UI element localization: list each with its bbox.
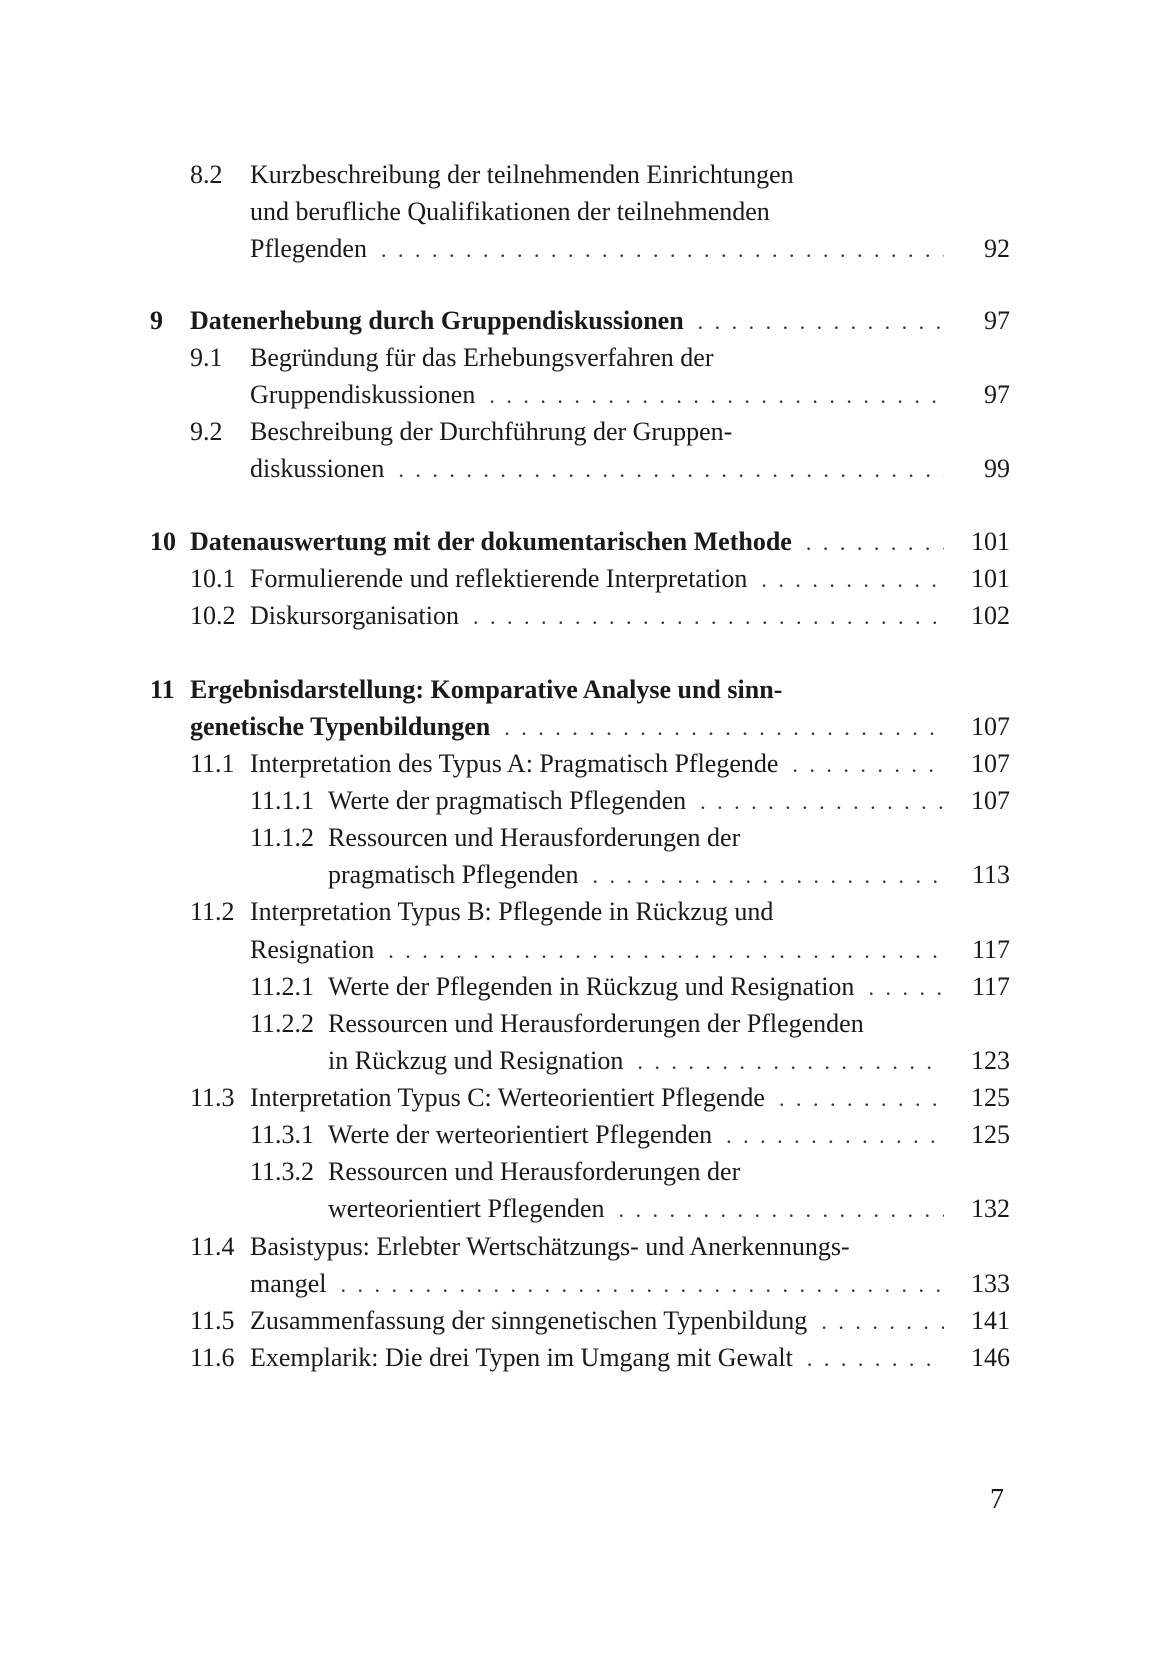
entry-page: 101	[971, 564, 1010, 593]
entry-title-line1: Ressourcen und Herausforderungen der Pflegenden	[328, 1009, 864, 1038]
toc-entry-11-3-2	[150, 1153, 1010, 1191]
entry-page: 123	[971, 1046, 1010, 1075]
toc-chapter-9	[150, 302, 1010, 340]
leader-dots	[473, 598, 944, 636]
leader-dots	[761, 561, 944, 599]
page-number: 7	[990, 1484, 1004, 1515]
toc-entry-11-3	[150, 1079, 1010, 1117]
entry-title-line1: Interpretation Typus B: Pflegende in Rückzug und	[250, 897, 774, 926]
entry-number: 9.2	[190, 417, 223, 446]
toc-entry-11-2-2-line2	[150, 1042, 1010, 1080]
chapter-title: Datenerhebung durch Gruppendiskussionen	[190, 306, 684, 335]
toc-chapter-11	[150, 671, 1010, 709]
toc-chapter-10	[150, 523, 1010, 561]
entry-number: 11.4	[190, 1232, 235, 1261]
leader-row	[250, 745, 950, 784]
entry-title-line2: mangel	[250, 1269, 327, 1298]
leader-row	[250, 1265, 950, 1304]
entry-page: 113	[971, 860, 1010, 889]
entry-number: 11.3	[190, 1083, 235, 1112]
chapter-title-line2: genetische Typenbildungen	[190, 712, 491, 741]
entry-page: 117	[971, 935, 1010, 964]
entry-number: 11.3.1	[250, 1120, 315, 1149]
entry-page: 92	[984, 234, 1010, 263]
entry-title-line2: werteorientiert Pflegenden	[328, 1194, 605, 1223]
leader-row	[190, 523, 950, 562]
entry-title-line2: diskussionen	[250, 454, 385, 483]
entry-number: 11.2.1	[250, 972, 315, 1001]
toc-entry-11-2-line2	[150, 931, 1010, 969]
leader-dots	[700, 783, 944, 821]
toc-entry-11-4-line2	[150, 1265, 1010, 1303]
entry-title-line2: Gruppendiskussionen	[250, 380, 476, 409]
leader-row	[250, 376, 950, 415]
entry-title: Werte der werteorientiert Pflegenden	[328, 1120, 713, 1149]
leader-dots	[806, 524, 944, 562]
toc-entry-8-2-line3	[150, 230, 1010, 268]
leader-row	[250, 560, 950, 599]
leader-dots	[388, 932, 944, 970]
entry-number: 11.1.2	[250, 823, 315, 852]
chapter-number: 11	[150, 675, 175, 704]
entry-number: 9.1	[190, 343, 223, 372]
toc-entry-8-2	[150, 156, 1010, 194]
leader-row	[328, 856, 950, 895]
entry-page: 141	[971, 1306, 1010, 1335]
toc-entry-11-2-1	[150, 968, 1010, 1006]
leader-row	[250, 450, 950, 489]
entry-number: 11.1	[190, 749, 235, 778]
leader-row	[250, 1079, 950, 1118]
entry-title: Werte der pragmatisch Pflegenden	[328, 786, 687, 815]
entry-number: 10.1	[190, 564, 236, 593]
leader-dots	[381, 231, 944, 269]
chapter-page: 101	[971, 527, 1010, 556]
entry-title: Formulierende und reflektierende Interpretation	[250, 564, 748, 593]
entry-title: Diskursorganisation	[250, 601, 459, 630]
entry-title-line2: in Rückzug und Resignation	[328, 1046, 624, 1075]
toc-entry-8-2-line2	[150, 193, 1010, 231]
chapter-number: 9	[150, 306, 163, 335]
entry-title: Interpretation des Typus A: Pragmatisch Pflegende	[250, 749, 779, 778]
toc-entry-11-6	[150, 1339, 1010, 1377]
toc-entry-11-1-2	[150, 819, 1010, 857]
entry-title-line2: pragmatisch Pflegenden	[328, 860, 579, 889]
chapter-page: 107	[971, 712, 1010, 741]
entry-number: 11.3.2	[250, 1157, 315, 1186]
entry-page: 99	[984, 454, 1010, 483]
entry-title-line1: Beschreibung der Durchführung der Gruppen-	[250, 417, 733, 446]
leader-row	[328, 1190, 950, 1229]
entry-number: 11.2.2	[250, 1009, 315, 1038]
leader-row	[250, 1339, 950, 1378]
entry-number: 11.2	[190, 897, 235, 926]
entry-page: 125	[971, 1083, 1010, 1112]
toc-entry-11-3-2-line2	[150, 1190, 1010, 1228]
leader-row	[190, 302, 950, 341]
entry-page: 133	[971, 1269, 1010, 1298]
entry-title-line2: und berufliche Qualifikationen der teilnehmenden	[250, 197, 770, 226]
entry-page: 125	[971, 1120, 1010, 1149]
leader-row	[328, 782, 950, 821]
toc-entry-11-1	[150, 745, 1010, 783]
entry-title: Werte der Pflegenden in Rückzug und Resignation	[328, 972, 855, 1001]
entry-page: 102	[971, 601, 1010, 630]
entry-title-line1: Kurzbeschreibung der teilnehmenden Einrichtungen	[250, 160, 794, 189]
leader-row	[328, 1116, 950, 1155]
entry-title-line1: Begründung für das Erhebungsverfahren der	[250, 343, 714, 372]
leader-dots	[489, 377, 944, 415]
toc-entry-11-5	[150, 1302, 1010, 1340]
toc-entry-10-1	[150, 560, 1010, 598]
entry-page: 107	[971, 786, 1010, 815]
leader-dots	[821, 1303, 944, 1341]
leader-dots	[792, 746, 944, 784]
leader-dots	[698, 303, 944, 341]
leader-dots	[637, 1043, 944, 1081]
leader-row	[250, 230, 950, 269]
leader-row	[328, 968, 950, 1007]
entry-title-line1: Ressourcen und Herausforderungen der	[328, 1157, 741, 1186]
toc-entry-9-2-line2	[150, 450, 1010, 488]
chapter-title: Datenauswertung mit der dokumentarischen Methode	[190, 527, 792, 556]
leader-row	[250, 931, 950, 970]
toc-entry-11-1-1	[150, 782, 1010, 820]
entry-number: 10.2	[190, 601, 236, 630]
entry-title-line1: Ressourcen und Herausforderungen der	[328, 823, 741, 852]
entry-page: 97	[984, 380, 1010, 409]
entry-title: Exemplarik: Die drei Typen im Umgang mit Gewalt	[250, 1343, 793, 1372]
chapter-title-line1: Ergebnisdarstellung: Komparative Analyse und sinn-	[190, 675, 783, 704]
toc-entry-9-1-line2	[150, 376, 1010, 414]
toc-entry-9-1	[150, 339, 1010, 377]
toc-entry-11-2	[150, 893, 1010, 931]
toc-entry-9-2	[150, 413, 1010, 451]
leader-dots	[341, 1266, 944, 1304]
entry-page: 146	[971, 1343, 1010, 1372]
leader-dots	[779, 1080, 944, 1118]
entry-title: Interpretation Typus C: Werteorientiert Pflegende	[250, 1083, 765, 1112]
toc-entry-10-2	[150, 597, 1010, 635]
toc-chapter-11-line2	[150, 708, 1010, 746]
entry-page: 132	[971, 1194, 1010, 1223]
entry-number: 11.5	[190, 1306, 235, 1335]
leader-dots	[504, 709, 944, 747]
entry-number: 11.6	[190, 1343, 235, 1372]
entry-number: 8.2	[190, 160, 223, 189]
leader-row	[250, 597, 950, 636]
entry-title: Zusammenfassung der sinngenetischen Typenbildung	[250, 1306, 808, 1335]
chapter-number: 10	[150, 527, 176, 556]
chapter-page: 97	[984, 306, 1010, 335]
toc-entry-11-4	[150, 1228, 1010, 1266]
entry-title-line2: Resignation	[250, 935, 375, 964]
toc-entry-11-3-1	[150, 1116, 1010, 1154]
leader-row	[328, 1042, 950, 1081]
leader-dots	[619, 1191, 945, 1229]
leader-row	[250, 1302, 950, 1341]
entry-title-line1: Basistypus: Erlebter Wertschätzungs- und Anerkennungs-	[250, 1232, 850, 1261]
leader-dots	[807, 1340, 944, 1378]
entry-number: 11.1.1	[250, 786, 315, 815]
entry-page: 107	[971, 749, 1010, 778]
toc-entry-11-1-2-line2	[150, 856, 1010, 894]
entry-page: 117	[971, 972, 1010, 1001]
entry-title-line3: Pflegenden	[250, 234, 367, 263]
leader-dots	[593, 857, 944, 895]
toc-entry-11-2-2	[150, 1005, 1010, 1043]
leader-dots	[726, 1117, 944, 1155]
leader-row	[190, 708, 950, 747]
leader-dots	[868, 969, 944, 1007]
leader-dots	[398, 451, 944, 489]
